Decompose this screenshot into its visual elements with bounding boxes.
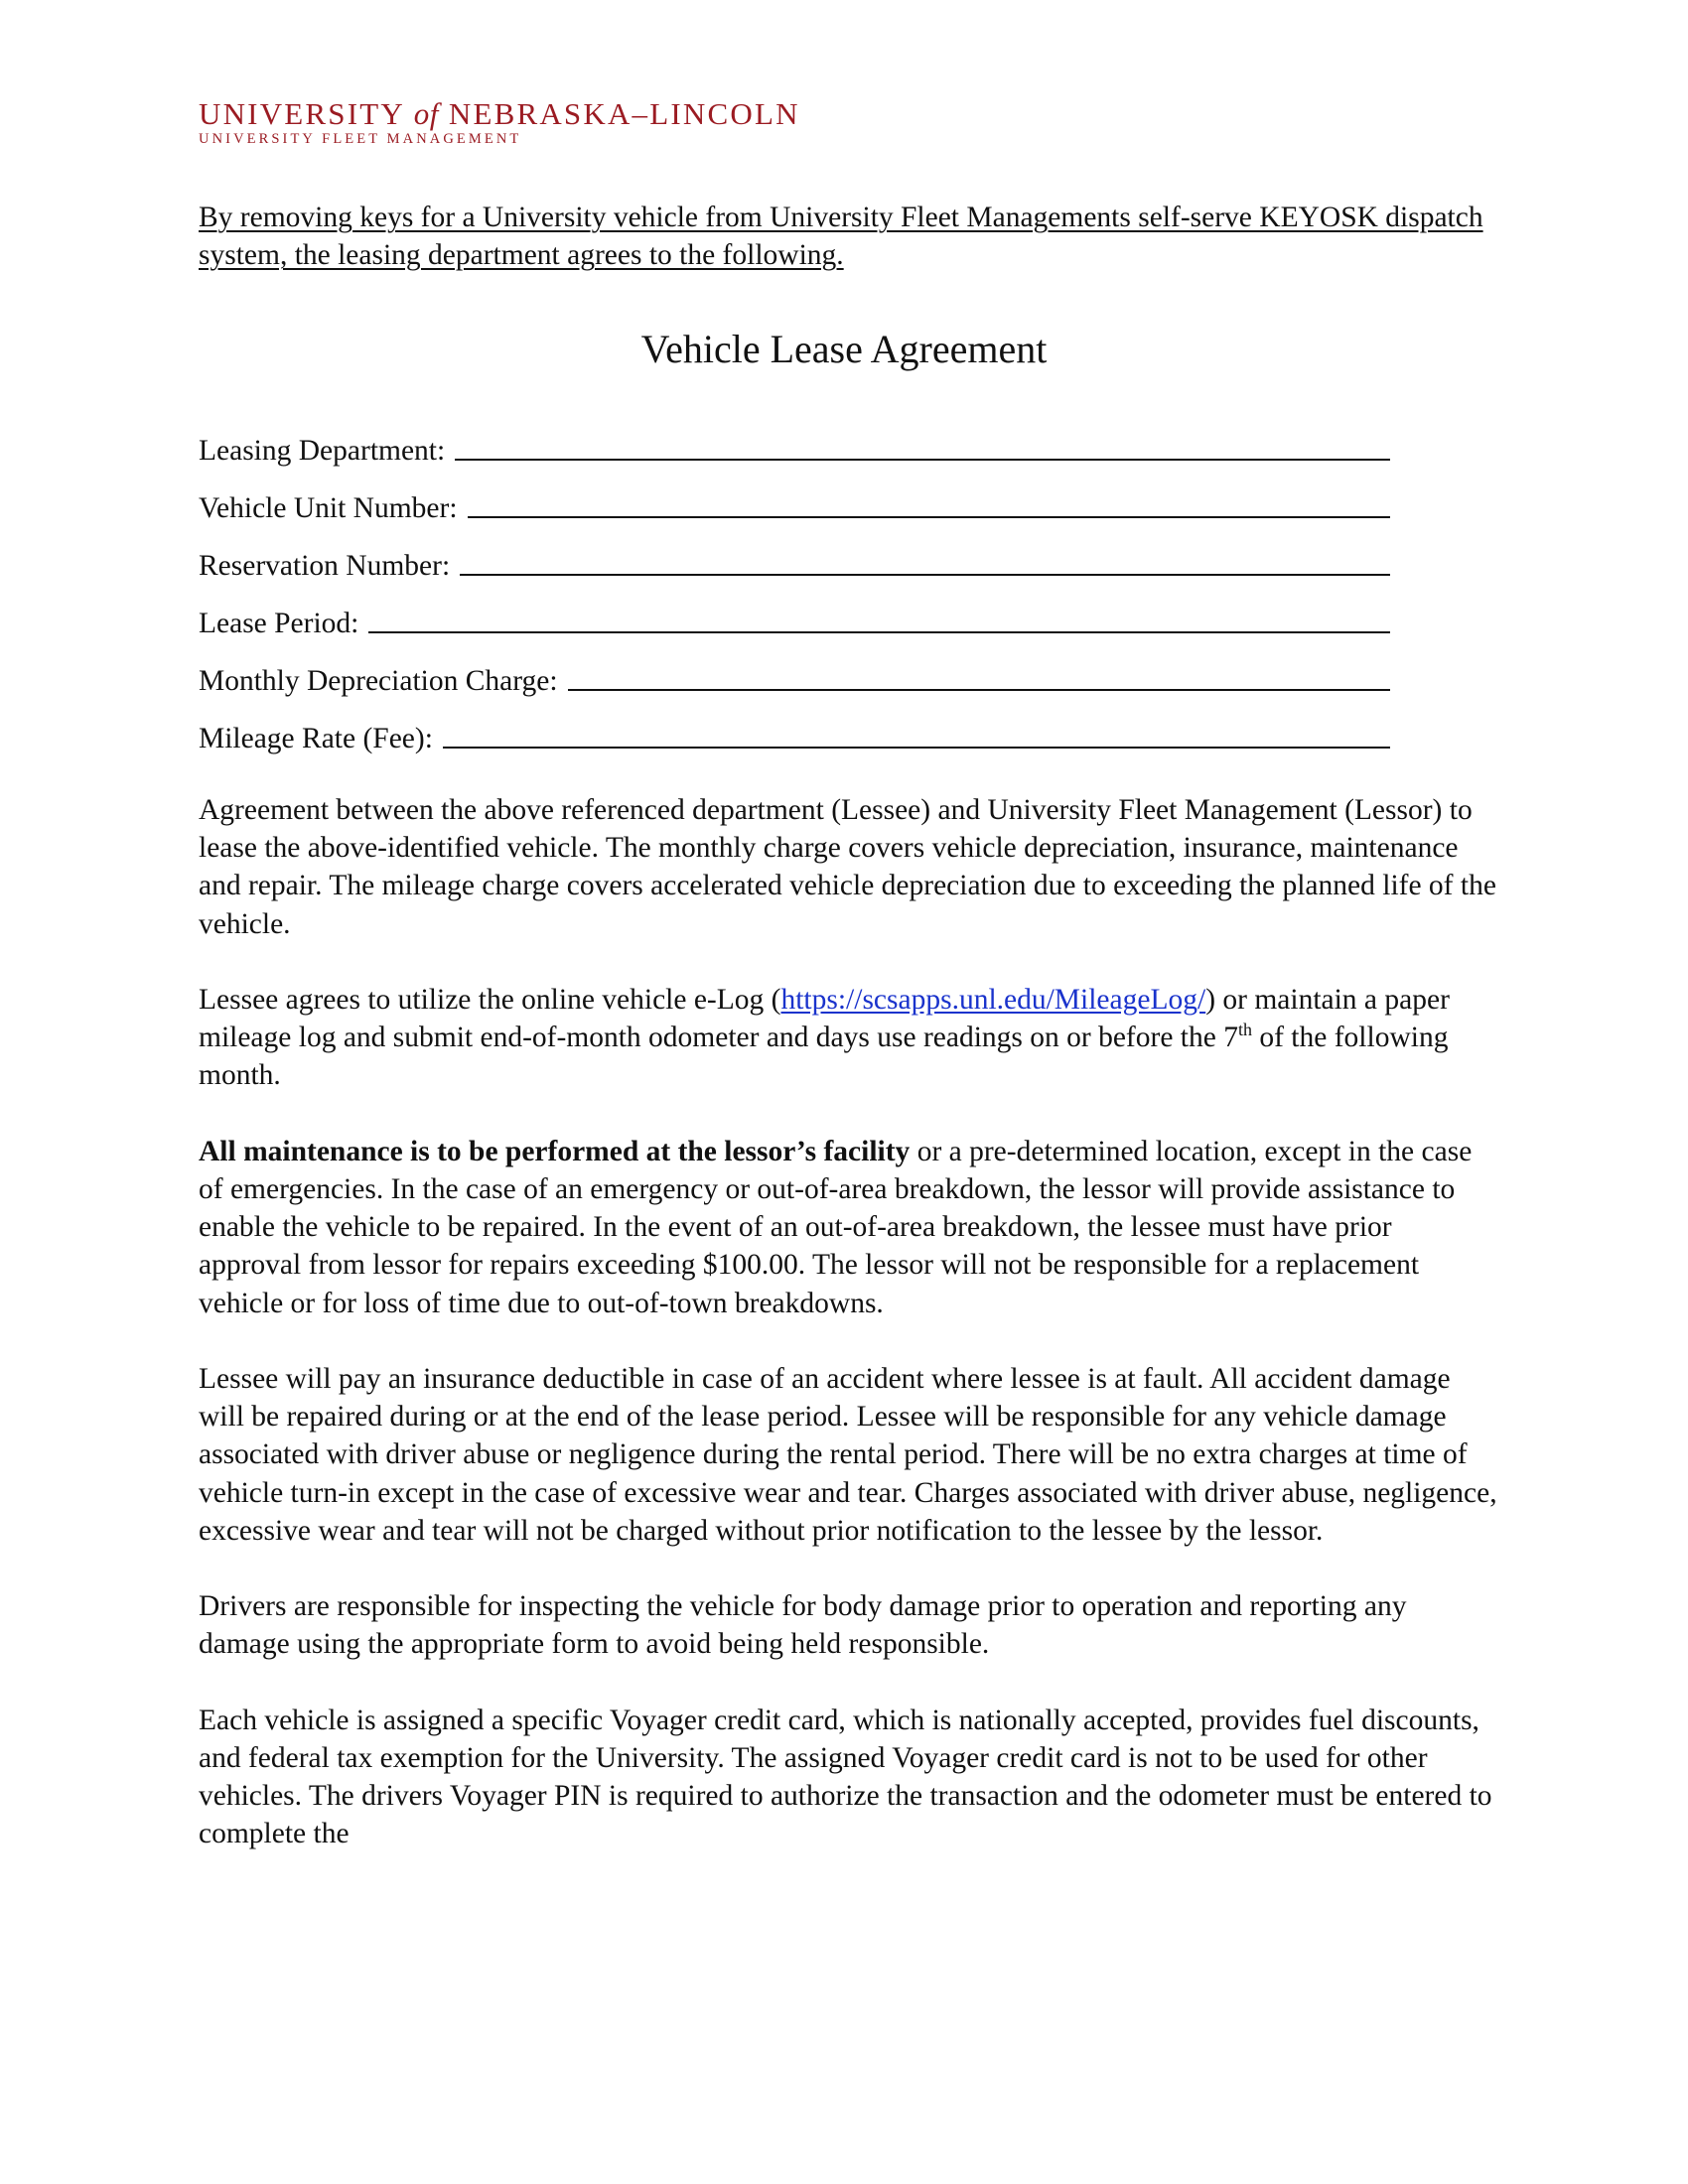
paragraph-maintenance: All maintenance is to be performed at the lessor’s facility or a pre-determined location, except in the case of emergencies. In the case of an emergency or out-of-area breakdown, the lessor will provide assistance to enable the vehicle to be repaired. In the event of an out-of-area breakdown, the lessee must have prior approval from lessor for repairs exceeding $100.00. The lessor will not be responsible for a replacement vehicle or for loss of time due to out-of-town breakdowns. — [199, 1135, 1473, 1319]
field-label: Lease Period: — [199, 608, 359, 639]
university-name-part1: UNIVERSITY — [199, 96, 414, 131]
field-vehicle-unit-number — [199, 469, 1390, 526]
field-label: Mileage Rate (Fee): — [199, 723, 433, 754]
field-blank-line[interactable] — [468, 488, 1390, 518]
paragraph-mileage-log: Lessee agrees to utilize the online vehicle e-Log (https://scsapps.unl.edu/MileageLog/) or maintain a paper mileage log and submit end-of-month odometer and days use readings on or before the 7th of the following month. — [199, 984, 1450, 1092]
letterhead — [199, 97, 800, 148]
field-reservation-number — [199, 526, 1390, 584]
university-name-part2: NEBRASKA–LINCOLN — [438, 96, 800, 131]
field-blank-line[interactable] — [443, 719, 1390, 749]
maintenance-emphasis: All maintenance is to be performed at the lessor’s facility — [199, 1135, 911, 1167]
paragraph-insurance: Lessee will pay an insurance deductible in case of an accident where lessee is at fault. All accident damage will be repaired during or at the end of the lease period. Lessee will be responsible for any vehicle damage associated with driver abuse or negligence during the rental period. There will be no extra charges at time of vehicle turn-in except in the case of excessive wear and tear. Charges associated with driver abuse, negligence, excessive wear and tear will not be charged without prior notification to the lessee by the lessor. — [199, 1363, 1497, 1547]
mileage-log-link[interactable]: https://scsapps.unl.edu/MileageLog/ — [780, 984, 1206, 1016]
field-label: Reservation Number: — [199, 550, 451, 582]
field-label: Vehicle Unit Number: — [199, 492, 458, 524]
paragraph-voyager-card: Each vehicle is assigned a specific Voyager credit card, which is nationally accepted, provides fuel discounts, and federal tax exemption for the University. The assigned Voyager credit card is not to be used for other vehicles. The drivers Voyager PIN is required to authorize the transaction and the odometer must be entered to complete the — [199, 1704, 1492, 1850]
intro-statement: By removing keys for a University vehicle from University Fleet Managements self-serve KEYOSK dispatch system, the leasing department agrees to the following. — [199, 202, 1483, 271]
university-name-of: of — [413, 96, 439, 131]
document-title: Vehicle Lease Agreement — [640, 327, 1048, 371]
paragraph-inspection: Drivers are responsible for inspecting the vehicle for body damage prior to operation and reporting any damage using the appropriate form to avoid being held responsible. — [199, 1590, 1407, 1661]
field-lease-period — [199, 584, 1390, 641]
agreement-body — [199, 791, 1499, 1891]
field-label: Leasing Department: — [199, 435, 446, 467]
university-name — [199, 97, 800, 131]
field-blank-line[interactable] — [460, 546, 1390, 576]
field-blank-line[interactable] — [568, 661, 1390, 691]
field-blank-line[interactable] — [368, 604, 1390, 633]
field-label: Monthly Depreciation Charge: — [199, 665, 558, 697]
lease-fields — [199, 411, 1390, 756]
field-monthly-depreciation-charge — [199, 641, 1390, 699]
field-mileage-rate — [199, 699, 1390, 756]
field-blank-line[interactable] — [455, 431, 1390, 461]
department-name: UNIVERSITY FLEET MANAGEMENT — [199, 131, 522, 147]
paragraph-agreement: Agreement between the above referenced department (Lessee) and University Fleet Management (Lessor) to lease the above-identified vehicle. The monthly charge covers vehicle depreciation, insurance, maintenance and repair. The mileage charge covers accelerated vehicle depreciation due to exceeding the planned life of the vehicle. — [199, 794, 1496, 940]
field-leasing-department — [199, 411, 1390, 469]
